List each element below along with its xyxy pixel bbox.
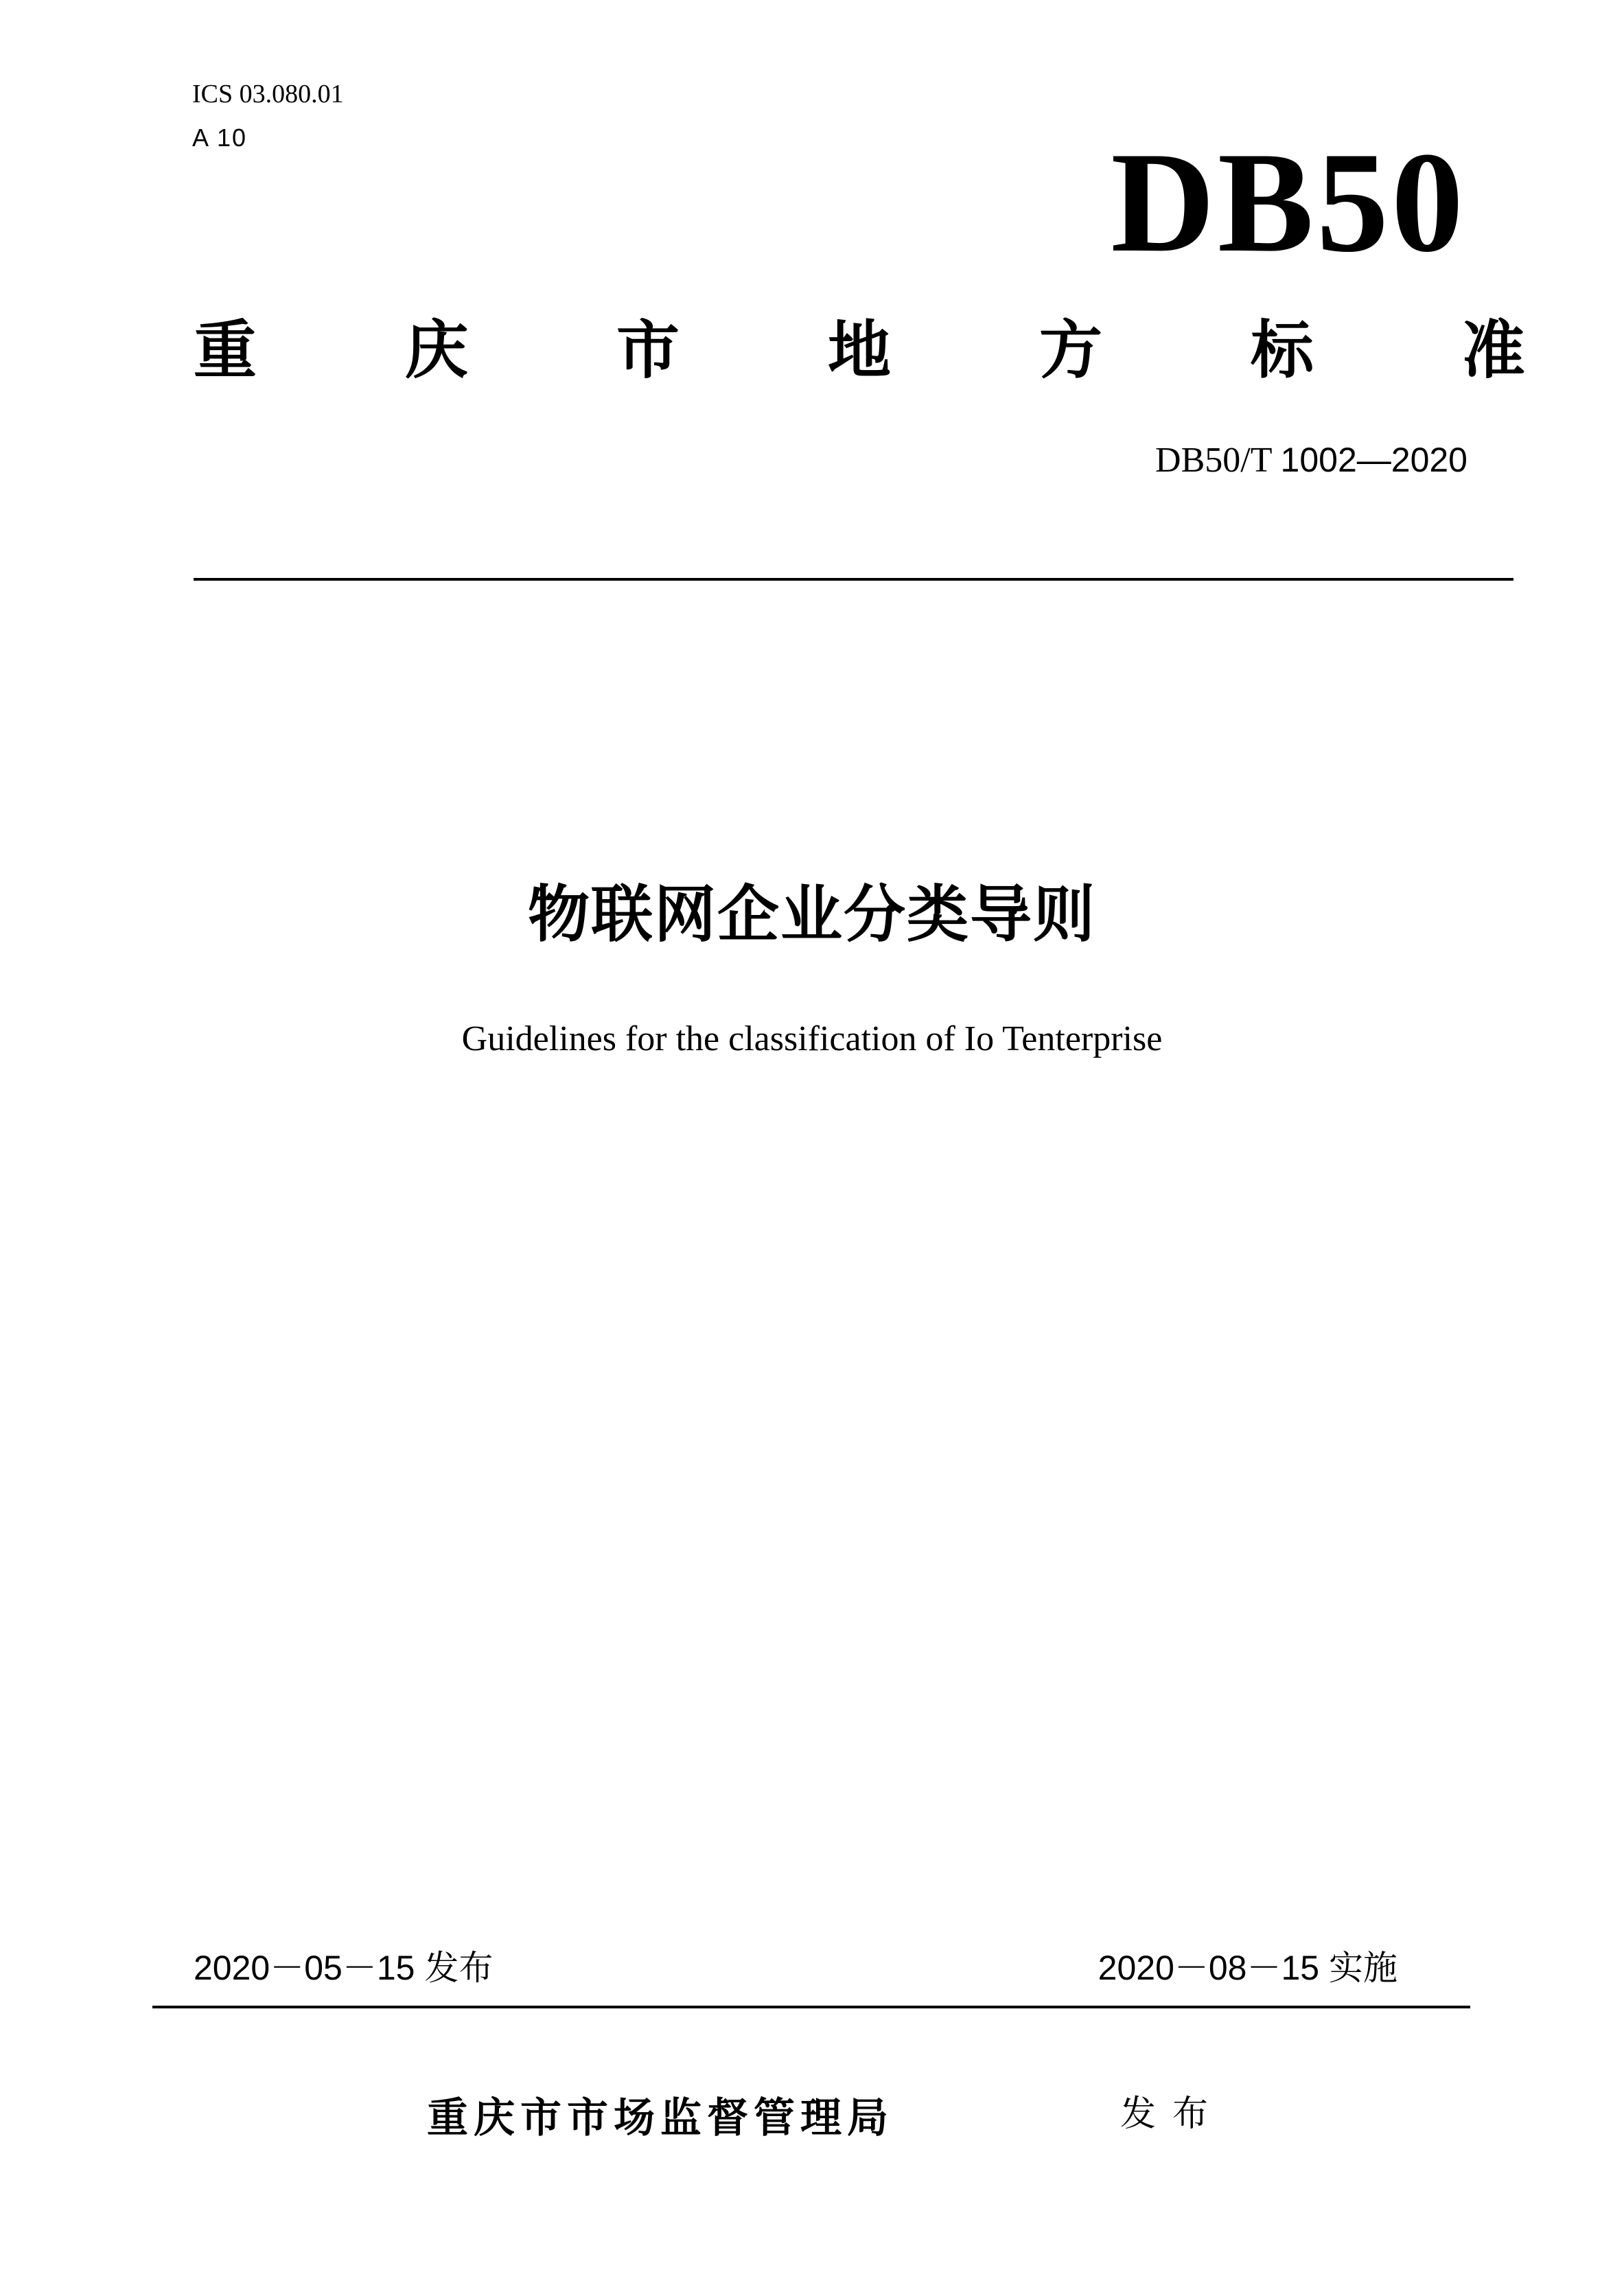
standard-type-char: 准: [1461, 314, 1525, 387]
standard-code: [1155, 443, 1468, 478]
top-divider: [194, 578, 1513, 581]
classification-code: A 10: [192, 124, 248, 152]
issuing-authority: 重庆市市场监督管理局: [427, 2094, 894, 2142]
issue-label: 发布: [1120, 2094, 1225, 2135]
implementation-date: 2020－08－15 实施: [1098, 1949, 1397, 1987]
standard-code-number: 1002—2020: [1280, 441, 1468, 479]
ics-code: ICS 03.080.01: [192, 80, 344, 108]
standard-code-prefix: DB50/T: [1155, 441, 1272, 480]
release-date: 2020－05－15 发布: [194, 1949, 494, 1987]
standard-type-char: 地: [827, 314, 891, 387]
standard-type-char: 重: [194, 314, 257, 387]
standard-type-char: 标: [1250, 314, 1314, 387]
standard-mark: DB50: [1111, 123, 1466, 282]
document-title: 物联网企业分类导则: [528, 879, 1096, 951]
bottom-divider: [152, 2006, 1470, 2008]
standard-type-char: 市: [616, 314, 680, 387]
standard-type-title: [194, 314, 1525, 387]
document-subtitle: Guidelines for the classification of Io Tenterprise: [461, 1019, 1163, 1058]
standard-type-char: 庆: [404, 314, 468, 387]
standard-type-char: 方: [1039, 314, 1102, 387]
